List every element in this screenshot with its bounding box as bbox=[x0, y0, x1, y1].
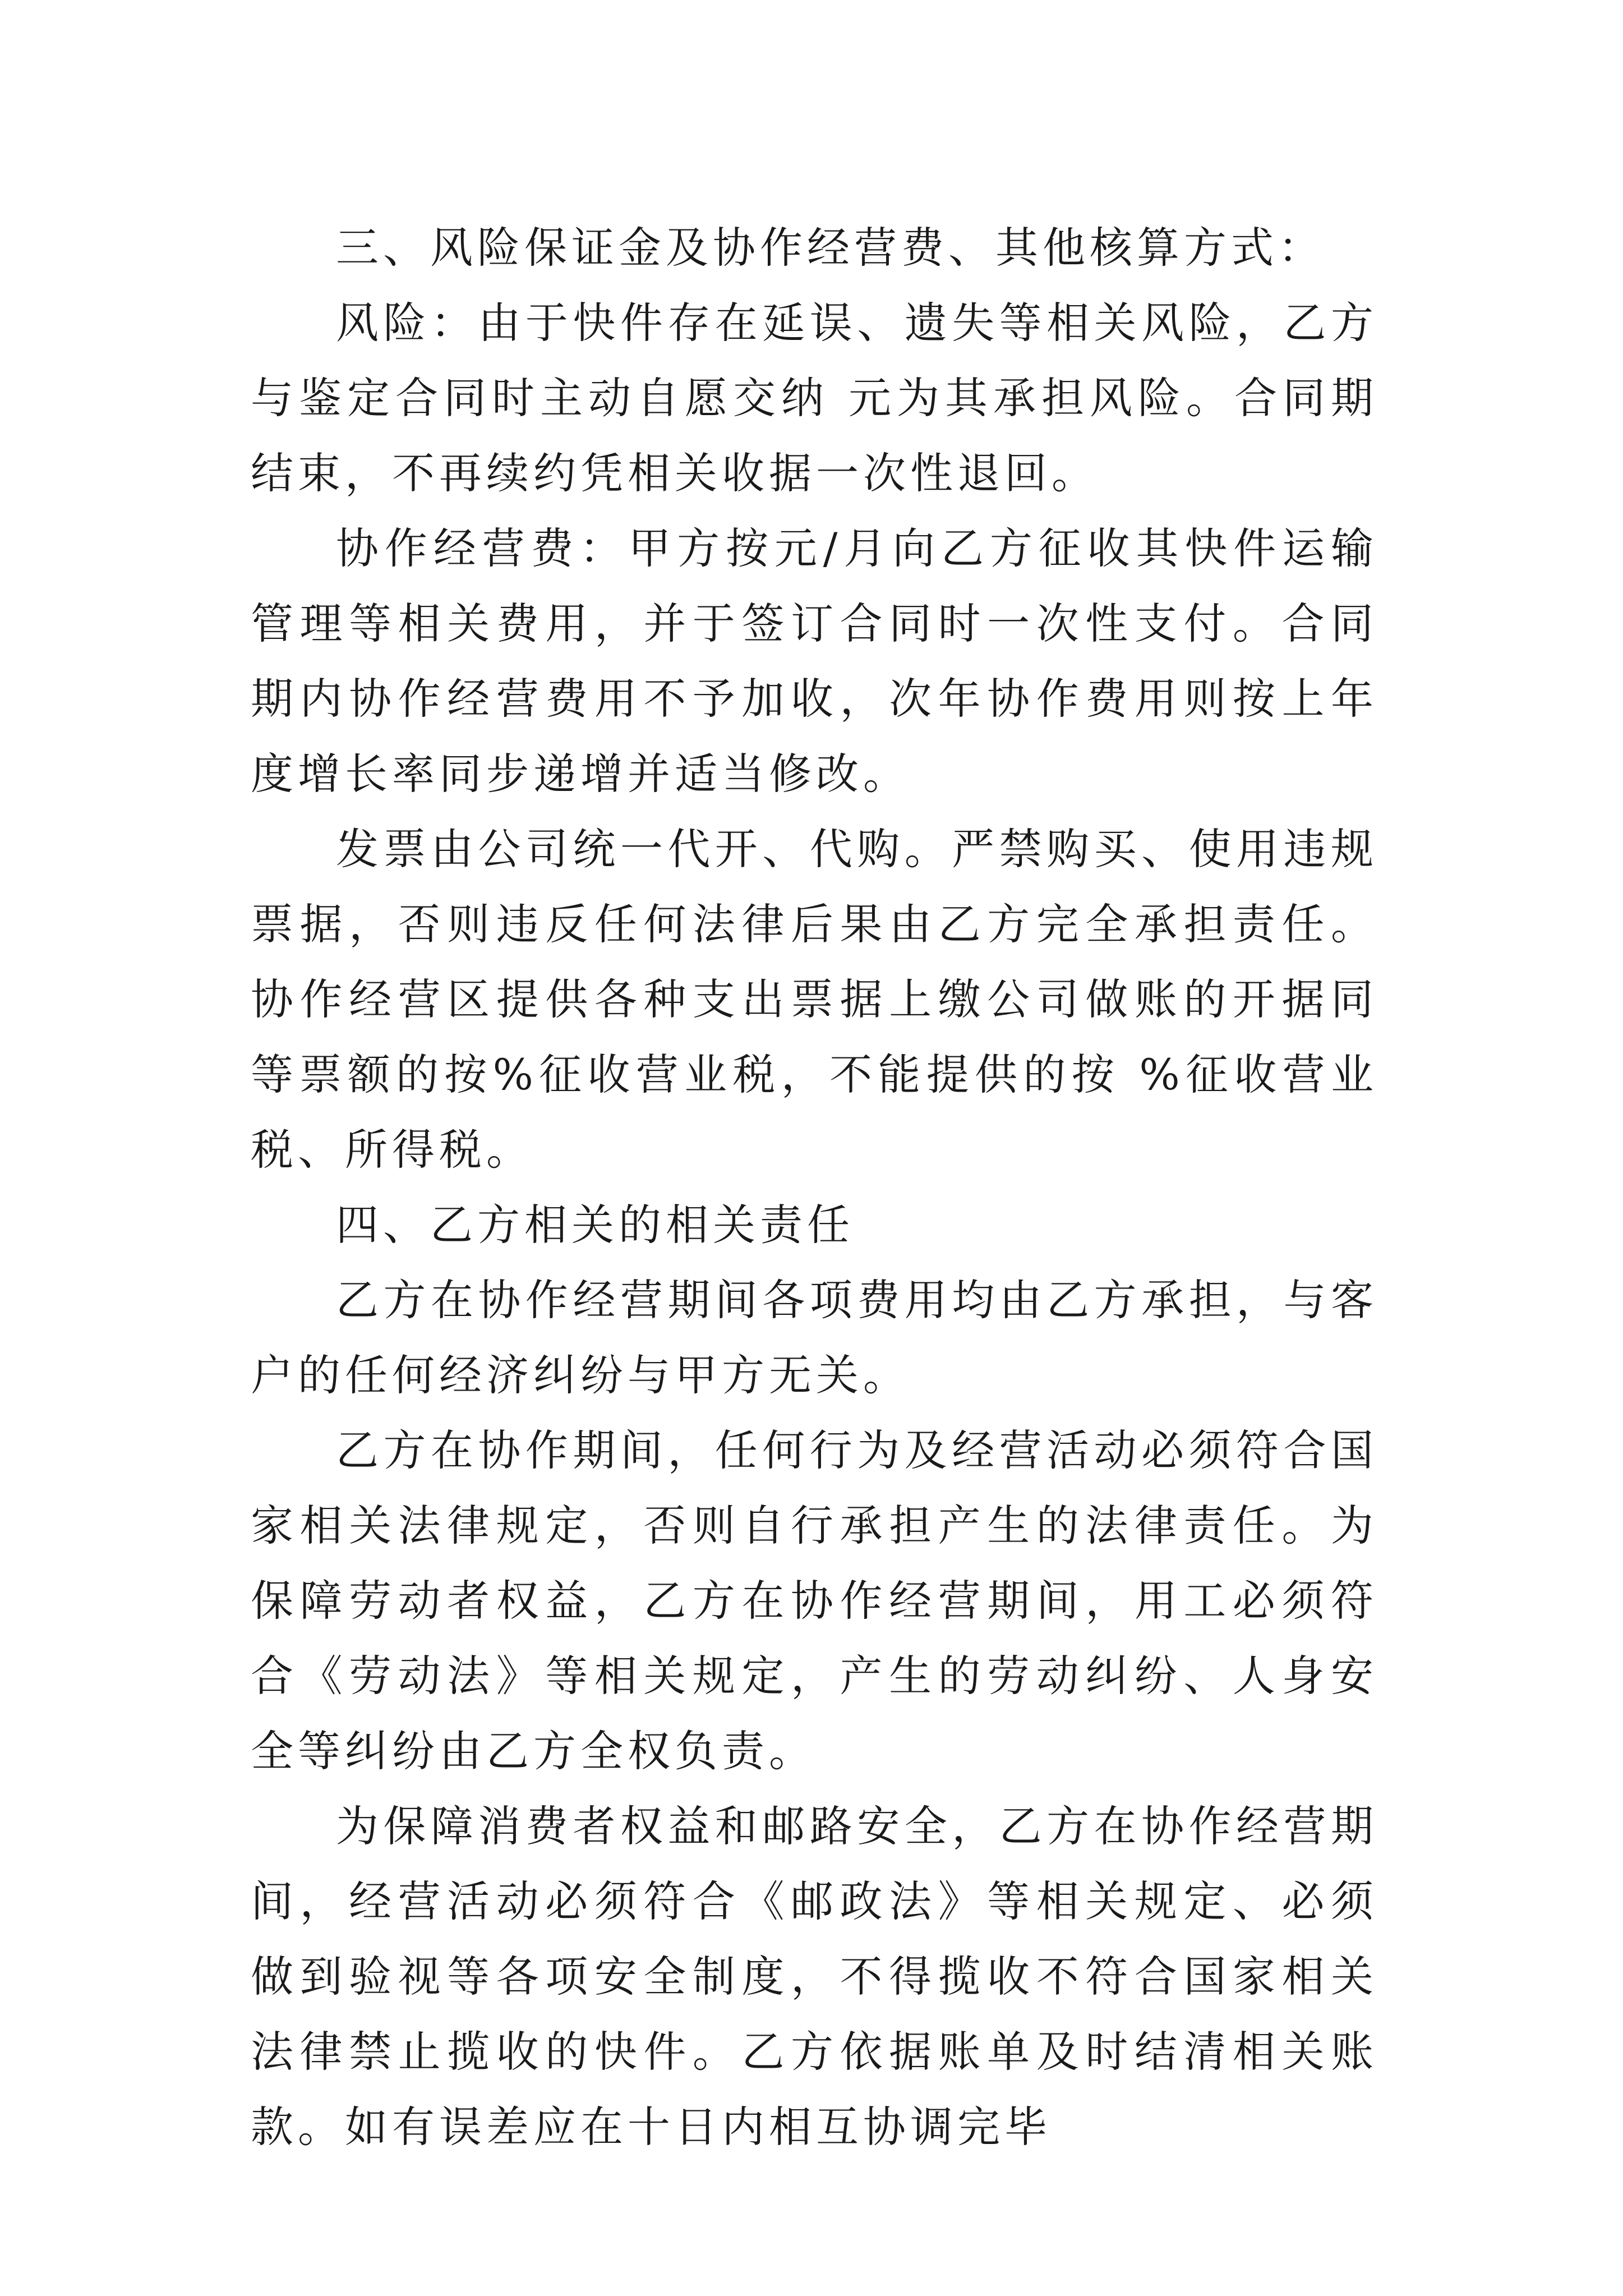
section-heading-four: 四、乙方相关的相关责任 bbox=[336, 1200, 854, 1250]
section-heading-three: 三、风险保证金及协作经营费、其他核算方式： bbox=[336, 223, 1325, 273]
paragraph-legal-compliance: 乙方在协作期间，任何行为及经营活动必须符合国家相关法律规定，否则自行承担产生的法律责任。为保障劳动者权益，乙方在协作经营期间，用工必须符合《劳动法》等相关规定，产生的劳动纠纷、人身安全等纠纷由乙方全权负责。 bbox=[251, 1425, 1378, 1776]
paragraph-consumer-safety: 为保障消费者权益和邮路安全，乙方在协作经营期间，经营活动必须符合《邮政法》等相关规定、必须做到验视等各项安全制度，不得揽收不符合国家相关法律禁止揽收的快件。乙方依据账单及时结清相关账款。如有误差应在十日内相互协调完毕 bbox=[251, 1801, 1378, 2152]
paragraph-expenses: 乙方在协作经营期间各项费用均由乙方承担，与客户的任何经济纠纷与甲方无关。 bbox=[251, 1275, 1378, 1400]
paragraph-risk-deposit: 风险：由于快件存在延误、遗失等相关风险，乙方与鉴定合同时主动自愿交纳 元为其承担风险。合同期结束，不再续约凭相关收据一次性退回。 bbox=[251, 298, 1378, 498]
paragraph-cooperation-fee: 协作经营费：甲方按元/月向乙方征收其快件运输管理等相关费用，并于签订合同时一次性支付。合同期内协作经营费用不予加收，次年协作费用则按上年度增长率同步递增并适当修改。 bbox=[251, 523, 1378, 799]
paragraph-invoice: 发票由公司统一代开、代购。严禁购买、使用违规票据，否则违反任何法律后果由乙方完全承担责任。协作经营区提供各种支出票据上缴公司做账的开据同等票额的按%征收营业税，不能提供的按 %征收营业税、所得税。 bbox=[251, 824, 1378, 1175]
document-body bbox=[251, 210, 1378, 2165]
